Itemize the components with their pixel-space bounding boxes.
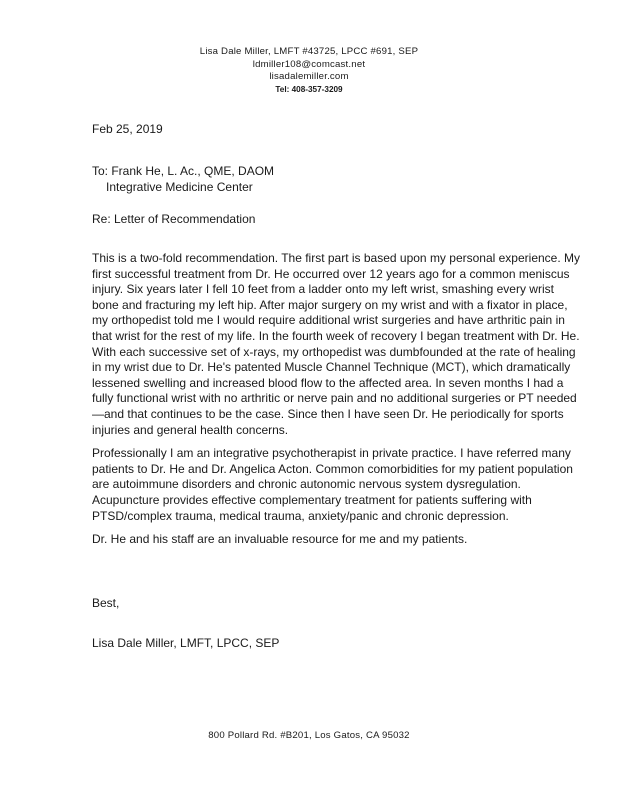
letterhead-email: ldmiller108@comcast.net [252,58,366,70]
recipient-line-2: Integrative Medicine Center [106,179,253,194]
letter-date: Feb 25, 2019 [92,122,163,136]
closing: Best, [92,596,120,610]
recipient-line-1: To: Frank He, L. Ac., QME, DAOM [92,164,275,178]
body-paragraph-1: This is a two-fold recommendation. The first part is based upon my personal experience. My first successful treatment from Dr. He occurred over 12 years ago for a common meniscus injury. Six years later I fell 10 feet from a ladder onto my left wrist, smashing every wrist bone and fracturing my left hip. After major surgery on my wrist and with a fixator in place, my orthopedist told me I would require additional wrist surgeries and have arthritic pain in that wrist for the rest of my life. In the fourth week of recovery I began treatment with Dr. He. With each successive set of x-rays, my orthopedist was dumbfounded at the rate of healing in my wrist due to Dr. He's patented Muscle Channel Technique (MCT), which dramatically lessened swelling and increased blood flow to the affected area. In seven months I had a fully functional wrist with no arthritic or nerve pain and no additional surgeries or PT needed—and that continues to be the case. Since then I have seen Dr. He periodically for sports injuries and general health concerns. [92,251,581,437]
letterhead [0,46,618,96]
recipient [92,164,572,195]
letterhead-name: Lisa Dale Miller, LMFT #43725, LPCC #691, SEP [199,46,419,57]
subject-line: Re: Letter of Recommendation [92,212,256,226]
body-paragraph-3: Dr. He and his staff are an invaluable resource for me and my patients. [92,532,468,547]
letterhead-website: lisadalemiller.com [269,71,349,83]
letterhead-tel: Tel: 408-357-3209 [275,84,343,94]
letter-body [92,251,582,556]
footer-address: 800 Pollard Rd. #B201, Los Gatos, CA 95032 [208,730,410,741]
signature-name: Lisa Dale Miller, LMFT, LPCC, SEP [92,636,280,650]
body-paragraph-2: Professionally I am an integrative psychotherapist in private practice. I have referred many patients to Dr. He and Dr. Angelica Acton. Common comorbidities for my patient population are autoimmune disorders and chronic autonomic nervous system dysregulation. Acupuncture provides effective complementary treatment for patients suffering with PTSD/complex trauma, medical trauma, anxiety/panic and chronic depression. [92,446,573,523]
